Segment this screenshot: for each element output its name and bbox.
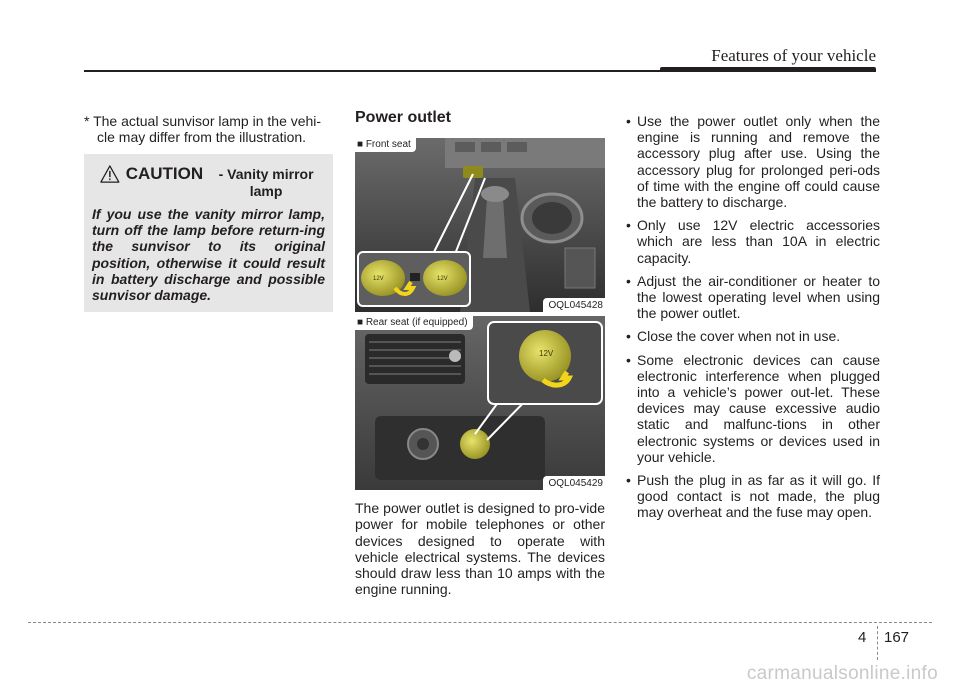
section-header-title: Features of your vehicle xyxy=(711,46,876,65)
chapter-number: 4 xyxy=(858,629,867,646)
warning-triangle-icon xyxy=(100,164,120,184)
middle-column xyxy=(355,110,605,597)
front-outlet-right-label: 12V xyxy=(437,276,448,283)
caution-title: - Vanity mirror lamp xyxy=(218,166,314,199)
watermark: carmanualsonline.info xyxy=(746,663,938,684)
illustration-note: * The actual sunvisor lamp in the vehi-cle may differ from the illustration. xyxy=(84,113,322,146)
header-rule-accent xyxy=(660,67,876,72)
footer-rule xyxy=(28,622,932,623)
caution-box xyxy=(84,154,333,312)
rear-seat-figure-code: OQL045429 xyxy=(543,476,606,490)
list-item: • Adjust the air-conditioner or heater to the lowest operating level when using the power outlet. xyxy=(625,273,880,322)
front-seat-tag: ■ Front seat xyxy=(355,138,416,152)
front-seat-figure-code: OQL045428 xyxy=(543,298,606,312)
list-item: • Push the plug in as far as it will go. If good contact is not made, the plug may overheat and the fuse may open. xyxy=(625,472,880,521)
power-outlet-bullet-list xyxy=(625,113,880,521)
caution-text: If you use the vanity mirror lamp, turn off the lamp before return-ing the sunvisor to its original position, otherwise it could result in battery discharge and possible sunvisor damage. xyxy=(92,206,325,304)
left-column xyxy=(84,113,334,145)
rear-console-illustration xyxy=(355,316,605,490)
footer-separator xyxy=(877,626,878,660)
rear-outlet-label: 12V xyxy=(539,349,554,359)
front-outlet-left-label: 12V xyxy=(373,276,384,283)
rear-seat-photo xyxy=(355,316,605,490)
list-item: • Some electronic devices can cause electronic interference when plugged into a vehicle’s power out-let. These devices may cause excessive audio static and malfunc-tions in other electronic systems or devices used in your vehicle. xyxy=(625,352,880,465)
page-number: 167 xyxy=(884,629,910,646)
front-console-illustration xyxy=(355,138,605,312)
list-item: • Only use 12V electric accessories which are less than 10A in electric capacity. xyxy=(625,217,880,266)
caution-label: CAUTION xyxy=(125,164,204,183)
right-column xyxy=(625,113,880,528)
power-outlet-description: The power outlet is designed to pro-vide power for mobile telephones or other devices designed to operate with vehicle electrical systems. The devices should draw less than 10 amps with the engine running. xyxy=(355,500,605,598)
rear-seat-tag: ■ Rear seat (if equipped) xyxy=(355,316,473,330)
front-seat-photo xyxy=(355,138,605,312)
list-item: • Use the power outlet only when the engine is running and remove the accessory plug after use. Using the accessory plug for prolonged peri-ods of time with the engine off could cause the battery to discharge. xyxy=(625,113,880,210)
list-item: • Close the cover when not in use. xyxy=(625,328,880,344)
caution-heading xyxy=(100,164,325,200)
power-outlet-heading: Power outlet xyxy=(355,109,452,126)
